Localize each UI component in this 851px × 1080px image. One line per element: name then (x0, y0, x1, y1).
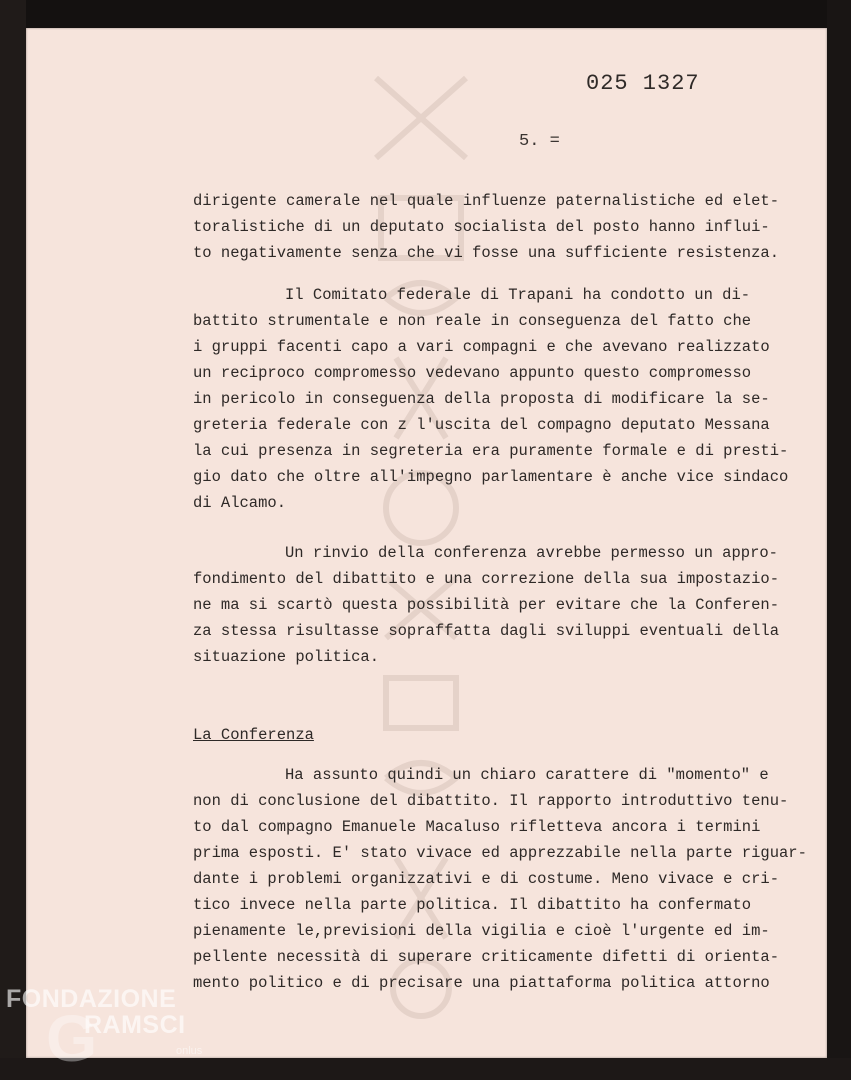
text-line: mento politico e di precisare una piattaforma politica attorno (193, 974, 770, 992)
text-line: battito strumentale e non reale in conseguenza del fatto che (193, 312, 752, 330)
text-line: greteria federale con z l'uscita del compagno deputato Messana (193, 416, 770, 434)
text-line: Ha assunto quindi un chiaro carattere di "momento" e (285, 766, 769, 784)
text-line: ne ma si scartò questa possibilità per evitare che la Conferen- (193, 596, 779, 614)
text-line: pienamente le,previsioni della vigilia e cioè l'urgente ed im- (193, 922, 770, 940)
text-line: prima esposti. E' stato vivace ed apprezzabile nella parte riguar- (193, 844, 807, 862)
logo-text-fondazione: FONDAZIONE (6, 985, 177, 1013)
document-code: 025 1327 (586, 71, 700, 96)
text-line: di Alcamo. (193, 494, 287, 512)
text-line: toralistiche di un deputato socialista del posto hanno influi- (193, 218, 770, 236)
logo-text-onlus: onlus (176, 1045, 203, 1057)
paragraph-2 (193, 282, 818, 516)
paragraph-4 (193, 762, 818, 996)
text-line: la cui presenza in segreteria era puramente formale e di presti- (193, 442, 789, 460)
text-line: dante i problemi organizzativi e di costume. Meno vivace e cri- (193, 870, 779, 888)
text-line: pellente necessità di superare criticamente difetti di orienta- (193, 948, 779, 966)
text-line: za stessa risultasse sopraffatta dagli sviluppi eventuali della (193, 622, 779, 640)
text-line: tico invece nella parte politica. Il dibattito ha confermato (193, 896, 752, 914)
text-line: gio dato che oltre all'impegno parlamentare è anche vice sindaco (193, 468, 789, 486)
text-line: Il Comitato federale di Trapani ha condotto un di- (285, 286, 751, 304)
text-line: in pericolo in conseguenza della proposta di modificare la se- (193, 390, 770, 408)
fondazione-gramsci-logo (6, 985, 206, 1075)
text-line: situazione politica. (193, 648, 380, 666)
logo-text-gramsci: RAMSCI (84, 1011, 186, 1039)
logo-g-letter: G (46, 1001, 98, 1071)
paragraph-3 (193, 540, 818, 670)
scan-background-left (0, 0, 26, 1080)
text-line: Un rinvio della conferenza avrebbe permesso un appro- (285, 544, 778, 562)
page-number: 5. = (519, 132, 560, 151)
text-line: i gruppi facenti capo a vari compagni e che avevano realizzato (193, 338, 770, 356)
scan-background-top (0, 0, 851, 28)
text-line: un reciproco compromesso vedevano appunto questo compromesso (193, 364, 752, 382)
text-line: to dal compagno Emanuele Macaluso rifletteva ancora i termini (193, 818, 761, 836)
text-line: to negativamente senza che vi fosse una sufficiente resistenza. (193, 244, 779, 262)
text-line: dirigente camerale nel quale influenze paternalistiche ed elet- (193, 192, 779, 210)
text-line: non di conclusione del dibattito. Il rapporto introduttivo tenu- (193, 792, 789, 810)
section-heading: La Conferenza (193, 726, 314, 744)
paragraph-1 (193, 188, 818, 266)
scan-background-right (827, 0, 851, 1080)
text-line: fondimento del dibattito e una correzione della sua impostazio- (193, 570, 779, 588)
document-page (26, 28, 827, 1058)
